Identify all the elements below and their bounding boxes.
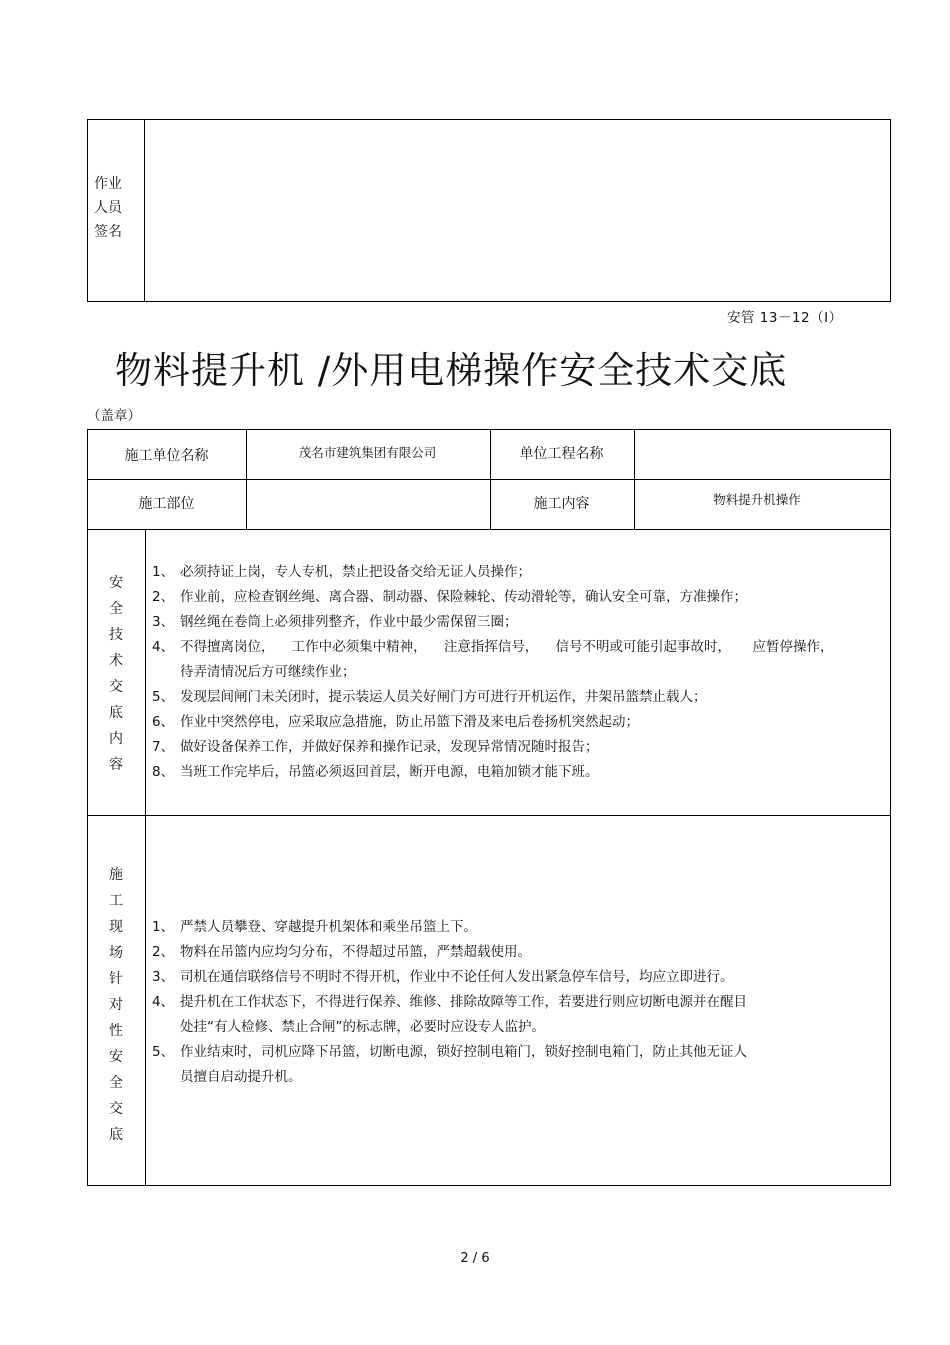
seal-note: （盖章） [87,408,141,424]
item-text: 做好设备保养工作，并做好保养和操作记录，发现异常情况随时报告； [180,739,599,755]
signature-label [94,172,134,244]
list-item-continuation [152,1065,882,1090]
item-text: 严禁人员攀登、穿越提升机架体和乘坐吊篮上下。 [180,919,477,935]
item-number: 6、 [152,714,175,730]
col-divider [145,529,146,1185]
item-text: 作业前，应检查钢丝绳、离合器、制动器、保险棘轮、传动滑轮等，确认安全可靠，方准操作； [180,589,747,605]
signature-table-divider [144,119,145,302]
label-char: 性 [109,1023,123,1039]
item-text: 发现层间闸门未关闭时，提示装运人员关好闸门方可进行开机运作，井架吊篮禁止载人； [180,689,707,705]
list-item [152,940,882,965]
list-item [152,915,882,940]
item-number: 1、 [152,919,175,935]
list-item-continuation [152,660,882,685]
item-number: 8、 [152,764,175,780]
label-char: 现 [109,919,123,935]
item-number: 3、 [152,969,175,985]
construction-unit-value[interactable]: 茂名市建筑集团有限公司 [298,445,437,460]
row-divider [88,815,890,816]
item-number: 2、 [152,944,175,960]
safety-section-label [88,570,144,778]
item-text: 不得擅离岗位， 工作中必须集中精神， 注意指挥信号， 信号不明或可能引起事故时， 应暂停操作， [180,639,834,655]
safety-items-list [152,560,882,785]
item-text: 待弄清情况后方可继续作业； [180,664,356,680]
construction-unit-label: 施工单位名称 [124,447,209,464]
label-char: 对 [109,997,123,1013]
signature-label-line: 人员 [94,200,122,216]
list-item [152,990,882,1015]
list-item-continuation [152,1015,882,1040]
item-text: 作业结束时，司机应降下吊篮，切断电源，锁好控制电箱门，锁好控制电箱门，防止其他无证人 [180,1044,747,1060]
signature-label-line: 作业 [94,176,122,192]
label-char: 技 [109,627,123,643]
label-char: 术 [109,653,123,669]
item-text: 物料在吊篮内应均匀分布，不得超过吊篮，严禁超载使用。 [180,944,531,960]
list-item [152,760,882,785]
label-char: 交 [109,679,123,695]
list-item [152,585,882,610]
site-section-label [88,862,144,1148]
list-item [152,965,882,990]
item-number: 4、 [152,994,175,1010]
item-text: 作业中突然停电，应采取应急措施，防止吊篮下滑及来电后卷扬机突然起动； [180,714,639,730]
construction-part-label: 施工部位 [138,496,195,512]
label-char: 安 [109,575,123,591]
label-char: 工 [109,893,123,909]
item-number: 5、 [152,1044,175,1060]
label-char: 全 [109,601,123,617]
item-text: 提升机在工作状态下，不得进行保养、维修、排除故障等工作，若要进行则应切断电源并在醒目 [180,994,747,1010]
signature-field[interactable] [146,121,889,300]
construction-part-value[interactable] [246,480,489,529]
construction-content-value[interactable]: 物料提升机操作 [713,492,801,507]
item-number: 4、 [152,639,175,655]
label-char: 针 [109,971,123,987]
label-char: 场 [109,945,123,961]
label-char: 全 [109,1075,123,1091]
item-number: 3、 [152,614,175,630]
item-text: 司机在通信联络信号不明时不得开机，作业中不论任何人发出紧急停车信号，均应立即进行。 [180,969,734,985]
label-char: 底 [109,705,123,721]
page-number: 2 / 6 [460,1251,490,1266]
list-item [152,635,882,660]
item-text: 必须持证上岗，专人专机，禁止把设备交给无证人员操作； [180,564,531,580]
site-items-list [152,915,882,1090]
project-name-label: 单位工程名称 [519,446,604,462]
signature-label-line: 签名 [94,224,122,240]
item-text: 当班工作完毕后，吊篮必须返回首层，断开电源，电箱加锁才能下班。 [180,764,599,780]
label-char: 内 [109,731,123,747]
item-number: 7、 [152,739,175,755]
item-text: 处挂“有人检修、禁止合闸”的标志牌，必要时应设专人监护。 [180,1019,545,1035]
item-number: 5、 [152,689,175,705]
label-char: 安 [109,1049,123,1065]
label-char: 底 [109,1127,123,1143]
document-title: 物料提升机 /外用电梯操作安全技术交底 [115,349,788,392]
label-char: 交 [109,1101,123,1117]
label-char: 施 [109,867,123,883]
list-item [152,610,882,635]
item-number: 1、 [152,564,175,580]
item-text: 员擅自启动提升机。 [180,1069,302,1085]
list-item [152,1040,882,1065]
list-item [152,735,882,760]
list-item [152,685,882,710]
construction-content-label: 施工内容 [533,496,590,512]
list-item [152,710,882,735]
form-code: 安管 13－12（Ⅰ） [727,310,843,326]
list-item [152,560,882,585]
item-text: 钢丝绳在卷筒上必须排列整齐，作业中最少需保留三圈； [180,614,518,630]
project-name-value[interactable] [634,430,890,479]
row-divider [88,529,890,530]
item-number: 2、 [152,589,175,605]
label-char: 容 [109,757,123,773]
